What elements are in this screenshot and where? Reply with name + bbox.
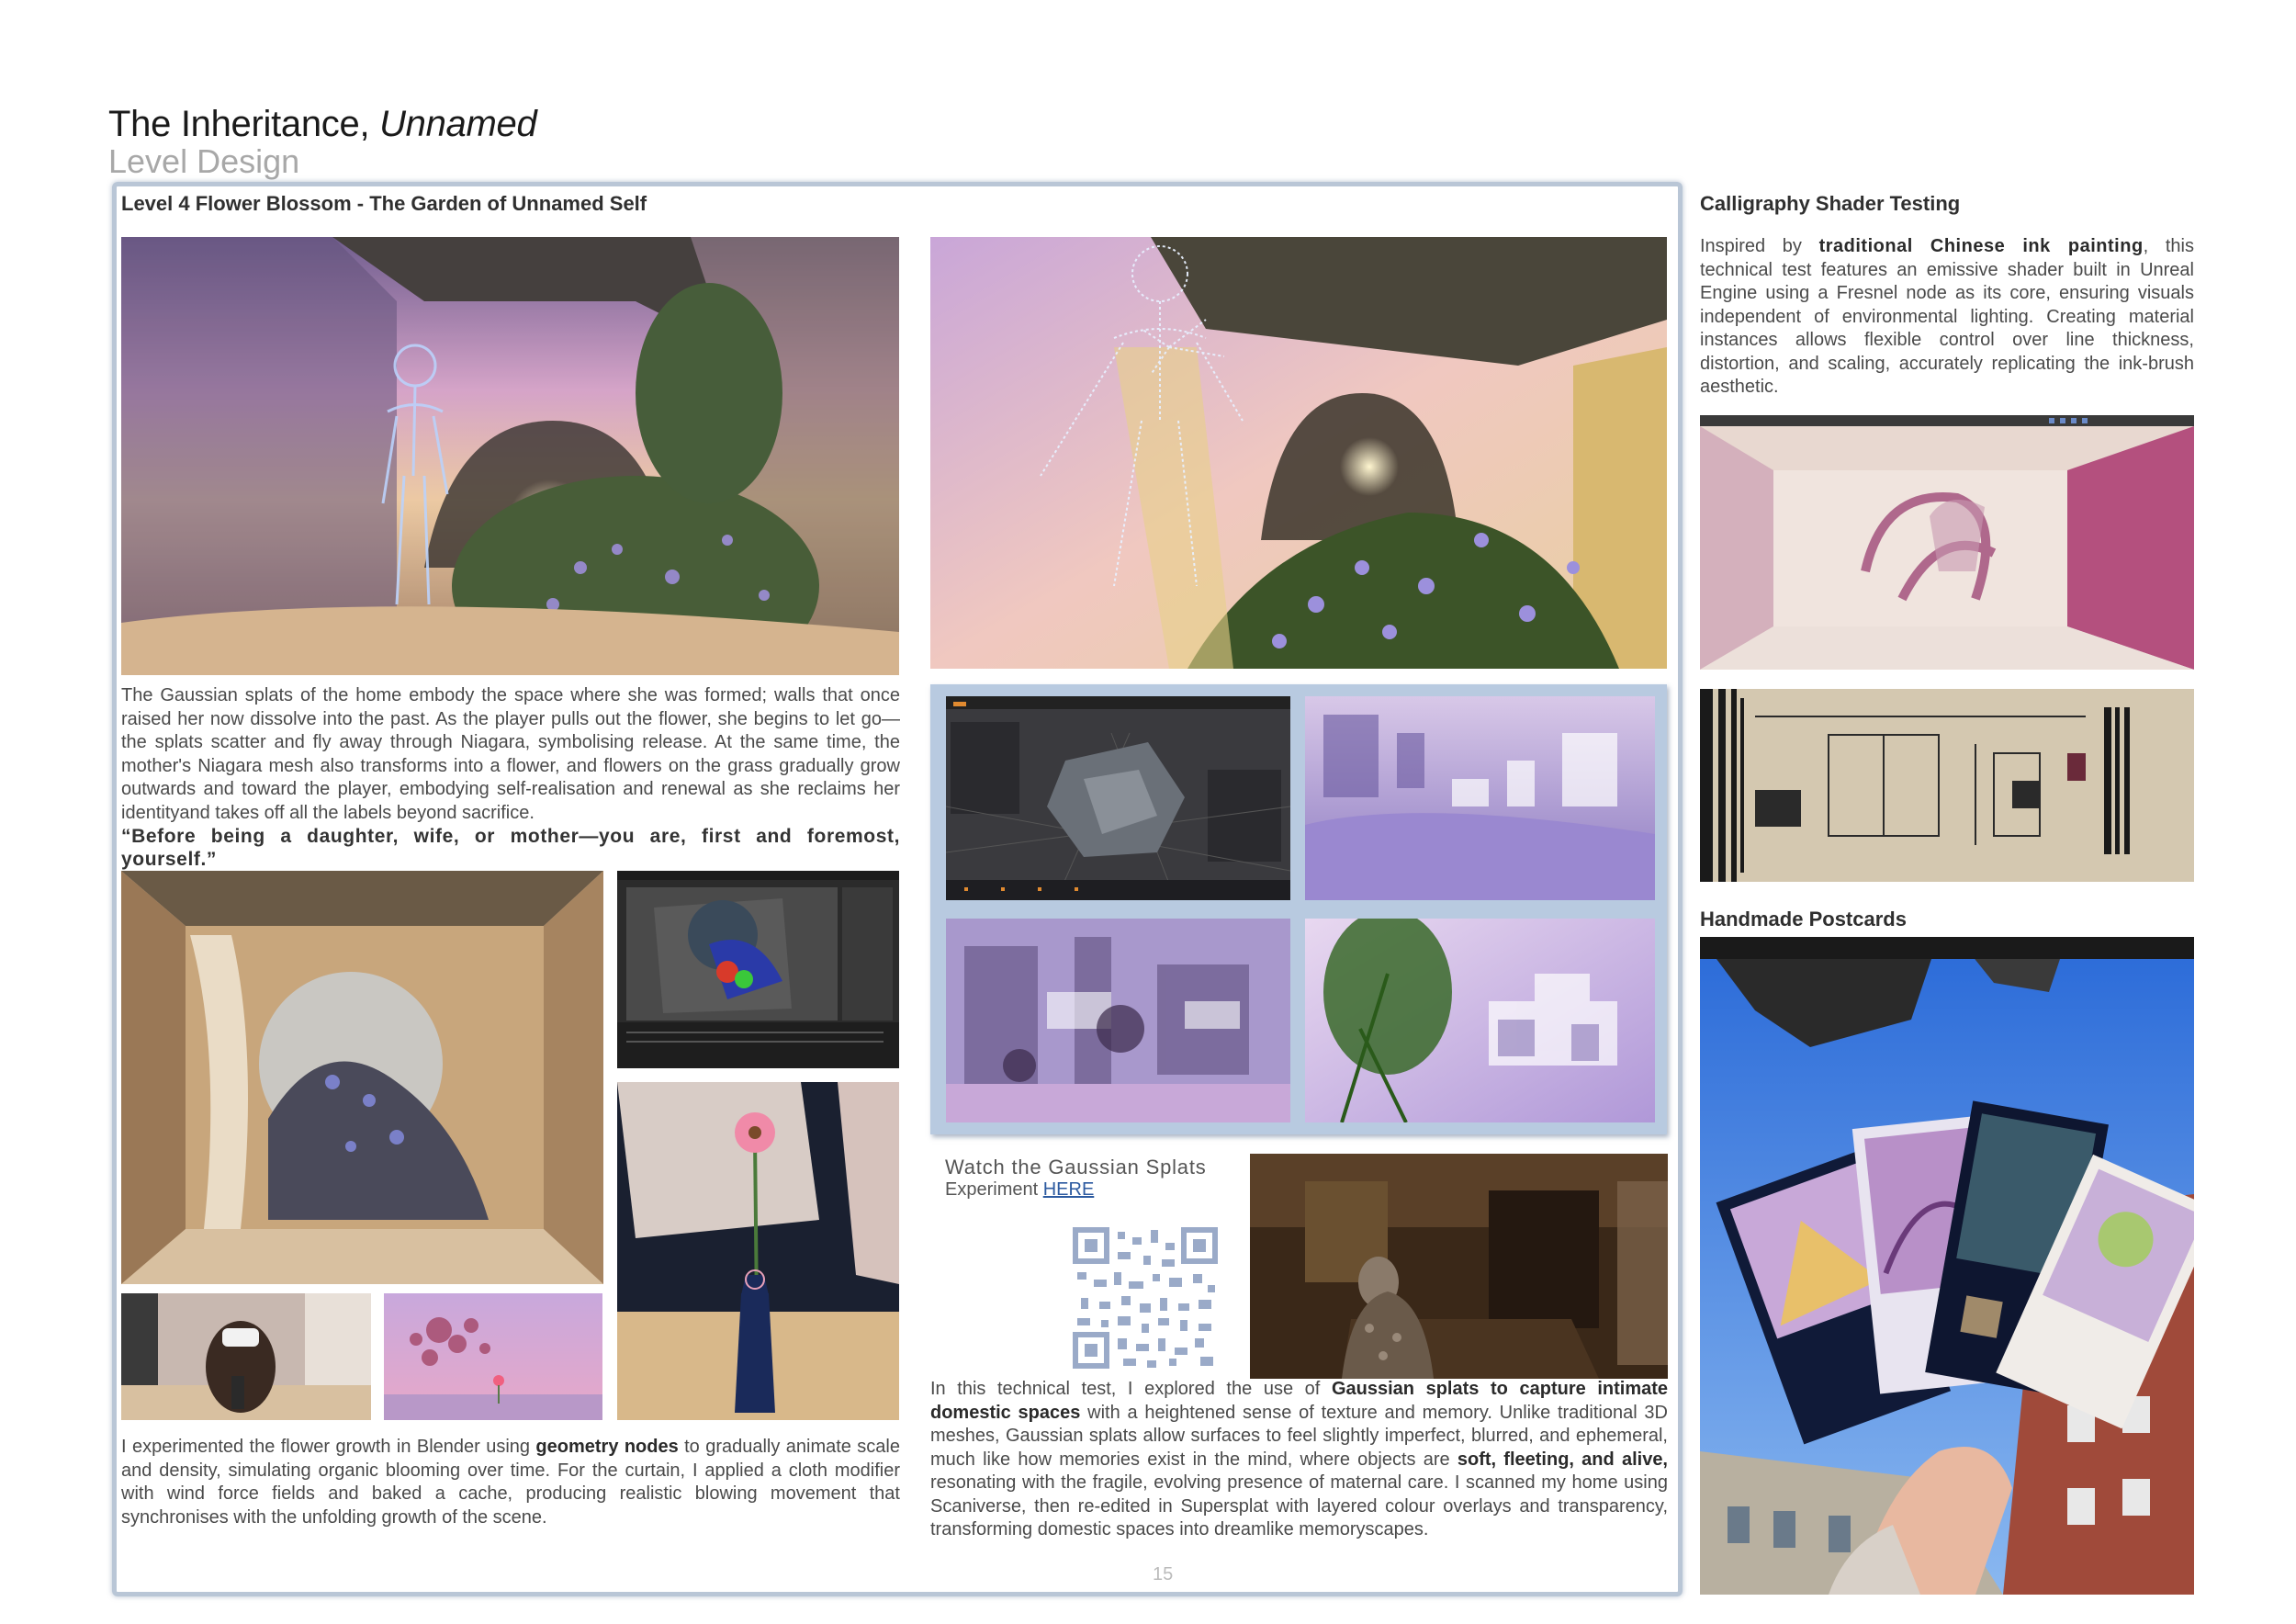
postcards-title: Handmade Postcards	[1700, 908, 1907, 930]
gaussian-splat-paragraph: The Gaussian splats of the home embody the space where she was formed; walls that once raised her now dissolve into the past. As the player pulls out the flower, she begins to let go—the splats scatter and fly away through Niagara, symbolising release. At the same time, the mother's Niagara mesh also transforms into a flower, and flowers on the grass gradually grow outwards and toward the player, embodying self-realisation and renewal as she reclaims her identityand takes off all the labels beyond sacrifice.	[121, 685, 900, 823]
calligraphy-title: Calligraphy Shader Testing	[1700, 192, 1961, 215]
garden-figure-render	[121, 237, 899, 675]
qr-code[interactable]	[1070, 1224, 1221, 1371]
page-title	[108, 103, 536, 145]
quote-text: “Before being a daughter, wife, or mother—you are, first and foremost, yourself.”	[121, 826, 900, 870]
splat-scene-purple-3	[1305, 919, 1655, 1122]
splat-figure-render	[930, 237, 1667, 669]
watch-line-2: Experiment HERE	[945, 1179, 1095, 1200]
vr-headset-photo	[121, 1293, 371, 1420]
postcards-photo	[1700, 937, 2194, 1595]
splat-scene-purple-2	[946, 919, 1290, 1122]
watch-line-1: Watch the Gaussian Splats	[945, 1156, 1207, 1179]
section-title: Level 4 Flower Blossom - The Garden of Unnamed Self	[121, 192, 647, 215]
calligraphy-paragraph: Inspired by traditional Chinese ink painting, this technical test features an emissive shader built in Unreal Engine using a Fresnel node as its core, ensuring visuals independent of environmental lighting. Creating material instances allows flexible control over line thickness, distortion, and scaling, accurately replicating the ink-brush aesthetic.	[1700, 236, 2194, 397]
title-italic: Unnamed	[379, 104, 537, 144]
flower-bottle-photo	[617, 1082, 899, 1420]
gaussian-splat-test-paragraph: In this technical test, I explored the use of Gaussian splats to capture intimate domestic spaces with a heightened sense of texture and memory. Unlike traditional 3D meshes, Gaussian splats allow surfaces to feel slightly imperfect, blurred, and ephemeral, much like how memories exist in the mind, where objects are soft, fleeting, and alive, resonating with the fragile, evolving presence of maternal care. I scanned my home using Scaniverse, then re-edited in Supersplat with layered colour overlays and transparency, transforming domestic spaces into dreamlike memoryscapes.	[930, 1379, 1669, 1539]
watch-here-link[interactable]: HERE	[1042, 1179, 1095, 1200]
blender-paragraph: I experimented the flower growth in Blender using geometry nodes to gradually animate scale and density, simulating organic blooming over time. For the curtain, I applied a cloth modifier with wind force fields and baked a cache, producing realistic blowing movement that synchronises with the unfolding growth of the scene.	[121, 1437, 901, 1528]
blender-screenshot	[617, 871, 899, 1068]
splat-scene-purple-1	[1305, 696, 1655, 900]
dark-room-photo	[1250, 1154, 1668, 1379]
page-number: 15	[1153, 1564, 1174, 1585]
line-render-room	[1700, 689, 2194, 882]
supersplat-editor-screenshot	[946, 696, 1290, 900]
page-subtitle: Level Design	[108, 142, 300, 180]
wooden-room-render	[121, 871, 603, 1284]
title-main: The Inheritance,	[108, 104, 380, 144]
calligraphy-shader-screenshot	[1700, 415, 2194, 670]
flower-blossom-render	[384, 1293, 602, 1420]
